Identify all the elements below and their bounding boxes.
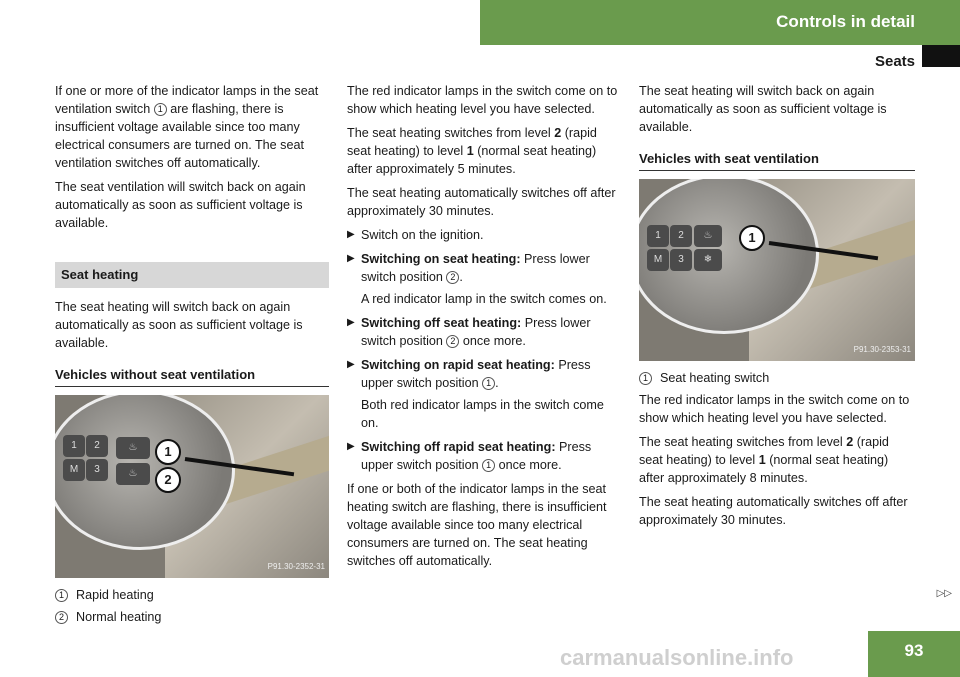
step: ▶ Switching on seat heating: Press lower switch position 2 . A red indicator lamp in the switch comes on. xyxy=(347,252,607,306)
subheading: Vehicles with seat ventilation xyxy=(639,150,915,171)
watermark: carmanualsonline.info xyxy=(560,645,794,670)
paragraph: The seat heating switches from level 2 (rapid seat heating) to level 1 (normal seat heating) after approximately 8 minutes. xyxy=(639,435,889,485)
legend-item: 1 Rapid heating xyxy=(55,586,329,604)
paragraph: The red indicator lamps in the switch come on to show which heating level you have selected. xyxy=(639,393,910,425)
paragraph: The seat heating automatically switches off after approximately 30 minutes. xyxy=(639,495,908,527)
step: ▶ Switching on rapid seat heating: Press upper switch position 1 . Both red indicator lamps in the switch come on. xyxy=(347,358,604,430)
seat-switch-photo xyxy=(639,179,915,361)
paragraph: If one or more of the indicator lamps in the seat ventilation switch 1 are flashing, there is insufficient voltage available since too many electrical consumers are turned on. The seat ventilation switches off automatically. xyxy=(55,84,319,170)
subheading: Vehicles without seat ventilation xyxy=(55,366,329,387)
step-arrow-icon: ▶ xyxy=(347,229,355,240)
callout-2: 2 xyxy=(155,467,181,493)
seat-heat-icon: ♨ xyxy=(694,225,722,247)
column-2 xyxy=(347,82,623,576)
paragraph: If one or both of the indicator lamps in the seat heating switch are flashing, there is insufficient voltage available since too many electrical consumers are turned on. The seat heating switches off automatically. xyxy=(347,482,607,568)
legend xyxy=(55,586,329,626)
next-page-icon: ▷▷ xyxy=(936,588,952,599)
step-arrow-icon: ▶ xyxy=(347,253,355,264)
chapter-title: Controls in detail xyxy=(776,12,915,31)
switch-button: M xyxy=(647,249,669,271)
step: ▶ Switch on the ignition. xyxy=(347,228,484,242)
seat-heat-icon: ♨ xyxy=(116,463,150,485)
seat-vent-icon: ❄ xyxy=(694,249,722,271)
switch-button: 1 xyxy=(647,225,669,247)
paragraph: The seat heating switches from level 2 (rapid seat heating) to level 1 (normal seat heating) after approximately 5 minutes. xyxy=(347,126,597,176)
legend-item: 1 Seat heating switch xyxy=(639,369,915,387)
paragraph: The seat heating will switch back on again automatically as soon as sufficient voltage is available. xyxy=(639,84,887,134)
callout-1: 1 xyxy=(155,439,181,465)
chapter-header xyxy=(480,0,960,45)
seat-switch-photo xyxy=(55,395,329,578)
legend-item: 2 Normal heating xyxy=(55,608,329,626)
column-3 xyxy=(639,82,915,535)
switch-button: M xyxy=(63,459,85,481)
section-bar: Seat heating xyxy=(55,262,329,288)
step-arrow-icon: ▶ xyxy=(347,359,355,370)
section-tab xyxy=(922,45,960,67)
photo-code: P91.30-2353-31 xyxy=(853,345,911,354)
page-number: 93 xyxy=(868,631,960,677)
paragraph: The seat heating automatically switches off after approximately 30 minutes. xyxy=(347,186,616,218)
switch-button: 3 xyxy=(86,459,108,481)
photo-code: P91.30-2352-31 xyxy=(267,562,325,571)
switch-button: 2 xyxy=(670,225,692,247)
column-1 xyxy=(55,82,329,630)
step-arrow-icon: ▶ xyxy=(347,441,355,452)
seat-heat-icon: ♨ xyxy=(116,437,150,459)
step-arrow-icon: ▶ xyxy=(347,317,355,328)
section-title: Seats xyxy=(874,53,915,70)
switch-button: 3 xyxy=(670,249,692,271)
paragraph: The seat ventilation will switch back on again automatically as soon as sufficient voltage is available. xyxy=(55,180,306,230)
paragraph: The seat heating will switch back on again automatically as soon as sufficient voltage is available. xyxy=(55,300,303,350)
paragraph: The red indicator lamps in the switch come on to show which heating level you have selected. xyxy=(347,84,618,116)
switch-button: 1 xyxy=(63,435,85,457)
callout-number: 1 xyxy=(154,103,167,116)
step: ▶ Switching off seat heating: Press lower switch position 2 once more. xyxy=(347,316,591,348)
step: ▶ Switching off rapid seat heating: Press upper switch position 1 once more. xyxy=(347,440,592,472)
legend xyxy=(639,369,915,387)
callout-1: 1 xyxy=(739,225,765,251)
switch-button: 2 xyxy=(86,435,108,457)
